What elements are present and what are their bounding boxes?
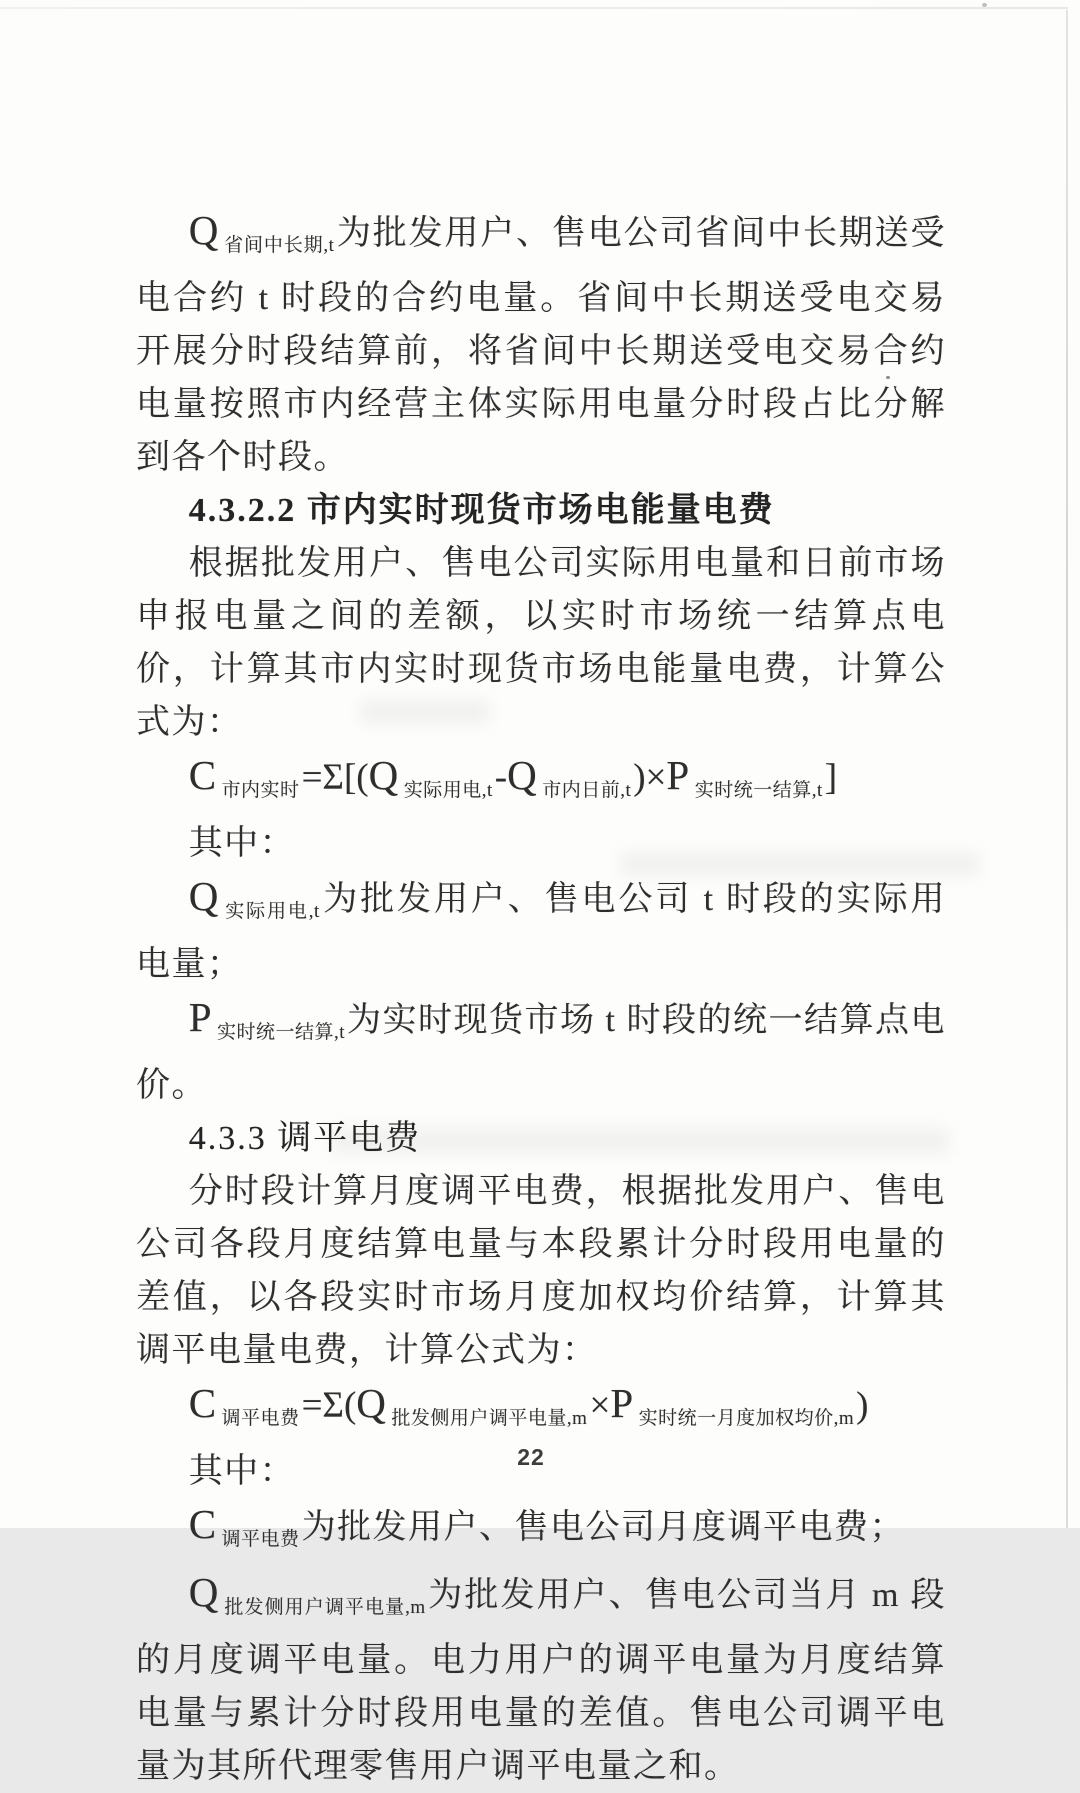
- formula-variable: P: [188, 994, 213, 1040]
- scan-top-edge-line: [0, 7, 1068, 9]
- formula-leveling-fee: [136, 1377, 946, 1445]
- para-q-wholesale-leveling: [136, 1566, 946, 1793]
- formula-subscript: 调平电费: [221, 1408, 300, 1429]
- text-run: 为批发用户、售电公司当月 m 段的月度调平电量。电力用户的调平电量为月度结算电量与累计分时段用电量的差值。售电公司调平电量为其所代理零售用户调平电量之和。: [136, 1577, 946, 1785]
- para-realtime-intro: [136, 537, 946, 749]
- text-run: ]: [824, 757, 838, 798]
- formula-variable: C: [188, 1380, 218, 1426]
- formula-variable: Q: [188, 1569, 220, 1615]
- formula-subscript: 市内日前,t: [542, 780, 632, 801]
- formula-variable: P: [610, 1380, 635, 1426]
- formula-subscript: 实时统一结算,t: [694, 780, 823, 801]
- formula-subscript: 实际用电,t: [223, 901, 320, 922]
- formula-subscript: 批发侧用户调平电量,m: [391, 1408, 588, 1429]
- formula-subscript: 实时统一月度加权均价,m: [638, 1408, 855, 1429]
- text-run: 为批发用户、售电公司 t 时段的实际用电量；: [136, 881, 947, 983]
- page-number: 22: [517, 1444, 545, 1470]
- formula-subscript: 实际用电,t: [403, 780, 493, 801]
- text-run: )×: [633, 757, 667, 798]
- formula-subscript: 市内实时: [221, 780, 300, 801]
- text-run: 4.3.2.2 市内实时现货市场电能量电费: [188, 492, 775, 529]
- text-run: 分时段计算月度调平电费，根据批发用户、售电公司各段月度结算电量与本段累计分时段用电量的差值，以各段实时市场月度加权均价结算，计算其调平电量电费，计算公式为：: [136, 1173, 946, 1369]
- heading-4-3-2-2: [136, 484, 946, 537]
- formula-variable: C: [188, 1501, 218, 1547]
- formula-variable: Q: [507, 752, 539, 798]
- formula-intracity-realtime-fee: [136, 749, 946, 817]
- text-run: ×: [589, 1385, 611, 1426]
- heading-4-3-3: [136, 1112, 946, 1165]
- text-run: 其中：: [188, 1453, 296, 1490]
- text-run: -: [494, 757, 508, 798]
- formula-subscript: 实时统一结算,t: [217, 1022, 346, 1043]
- scan-right-edge-line: [1066, 10, 1068, 1528]
- text-run: 为批发用户、售电公司省间中长期送受电合约 t 时段的合约电量。省间中长期送受电交易开展分时段结算前，将省间中长期送受电交易合约电量按照市内经营主体实际用电量分时段占比分解到各个时段。: [136, 215, 947, 476]
- formula-variable: C: [188, 752, 218, 798]
- text-run: 其中：: [188, 825, 296, 862]
- text-run: =Σ[(: [301, 757, 369, 798]
- formula-variable: Q: [356, 1380, 388, 1426]
- text-run: 根据批发用户、售电公司实际用电量和日前市场申报电量之间的差额，以实时市场统一结算点电价，计算其市内实时现货市场电能量电费，计算公式为：: [136, 545, 946, 741]
- formula-variable: Q: [368, 752, 400, 798]
- text-run: =Σ(: [301, 1385, 357, 1426]
- formula-subscript: 调平电费: [221, 1529, 300, 1550]
- document-body: [136, 204, 946, 1793]
- text-run: 4.3.3 调平电费: [188, 1120, 422, 1157]
- formula-variable: Q: [188, 873, 220, 919]
- para-p-realtime-price: [136, 991, 946, 1112]
- para-interprovincial-contract: [136, 204, 946, 484]
- para-among-which-1: [136, 817, 946, 870]
- text-run: 为批发用户、售电公司月度调平电费；: [301, 1509, 906, 1546]
- para-q-actual-usage: [136, 870, 946, 991]
- text-run: ): [856, 1385, 869, 1426]
- para-c-leveling-fee: [136, 1498, 946, 1566]
- formula-variable: P: [666, 752, 691, 798]
- para-leveling-intro: [136, 1165, 946, 1377]
- text-run: 为实时现货市场 t 时段的统一结算点电价。: [136, 1002, 947, 1104]
- formula-subscript: 批发侧用户调平电量,m: [223, 1597, 426, 1618]
- formula-variable: Q: [188, 207, 220, 253]
- formula-subscript: 省间中长期,t: [223, 235, 335, 256]
- scan-speck: [982, 3, 987, 7]
